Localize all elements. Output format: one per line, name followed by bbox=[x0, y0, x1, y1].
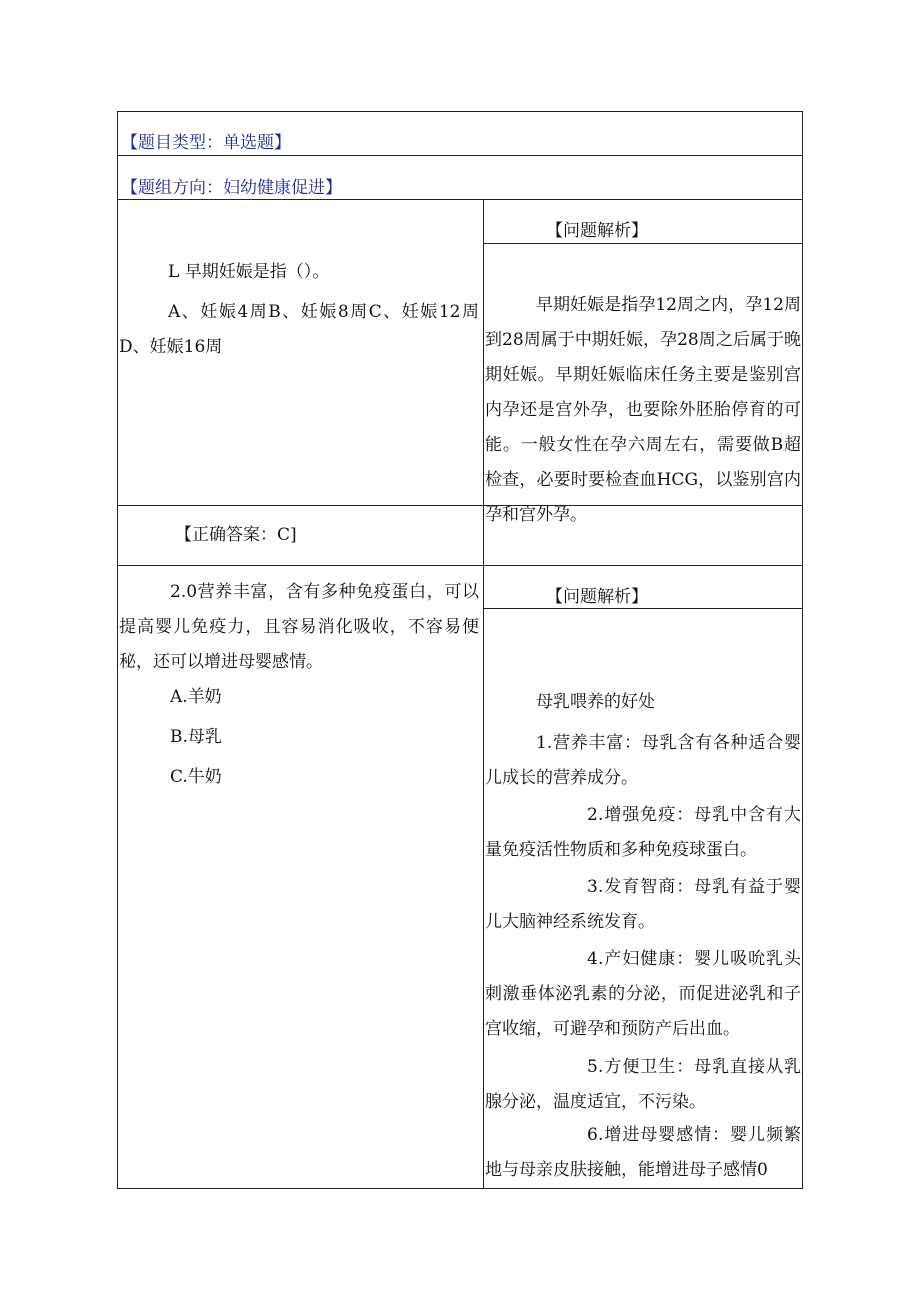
analysis-point bbox=[485, 1118, 801, 1188]
question-2-analysis-heading: 母乳喂养的好处 bbox=[536, 692, 655, 712]
point-text: .增强免疫：母乳中含有大量免疫活性物质和多种免疫球蛋白。 bbox=[485, 805, 801, 860]
question-2-option-c: C.牛奶 bbox=[170, 767, 222, 787]
analysis-point bbox=[485, 870, 801, 940]
question-1-answer: 【正确答案：C] bbox=[175, 525, 297, 545]
point-number: 2 bbox=[587, 805, 598, 825]
question-2-stem: 2.0营养丰富，含有多种免疫蛋白，可以提高婴儿免疫力，且容易消化吸收，不容易便秘，还可以增进母婴感情。 bbox=[119, 582, 479, 672]
analysis-title-divider bbox=[483, 608, 803, 609]
column-divider bbox=[483, 199, 484, 1189]
question-type-label: 【题目类型：单选题】 bbox=[121, 133, 291, 153]
question-direction-label: 【题组方向：妇幼健康促进】 bbox=[121, 178, 342, 198]
question-2-option-b: B.母乳 bbox=[170, 727, 222, 747]
question-1-analysis-title: 【问题解析】 bbox=[546, 221, 648, 241]
point-number: 6 bbox=[587, 1125, 598, 1145]
question-1-analysis: 早期妊娠是指孕12周之内，孕12周到28周属于中期妊娠，孕28周之后属于晚期妊娠。早期妊娠临床任务主要是鉴别宫内孕还是宫外孕，也要除外胚胎停育的可能。一般女性在孕六周左右，需要做B超检查，必要时要检查血HCG，以鉴别宫内孕和宫外孕。 bbox=[485, 295, 801, 525]
point-number: 4 bbox=[587, 949, 598, 969]
row-divider bbox=[117, 199, 803, 200]
analysis-title-divider bbox=[483, 243, 803, 244]
analysis-point bbox=[485, 798, 801, 868]
point-text: .增进母婴感情：婴儿频繁地与母亲皮肤接触，能增进母子感情0 bbox=[485, 1125, 801, 1180]
point-text: .方便卫生：母乳直接从乳腺分泌，温度适宜，不污染。 bbox=[485, 1057, 801, 1112]
point-text: .产妇健康：婴儿吸吮乳头刺激垂体泌乳素的分泌，而促进泌乳和子宫收缩，可避孕和预防产后出血。 bbox=[485, 949, 801, 1039]
point-number: 3 bbox=[587, 877, 598, 897]
point-text: .发育智商：母乳有益于婴儿大脑神经系统发育。 bbox=[485, 877, 801, 932]
row-divider bbox=[117, 155, 803, 156]
question-2-option-a: A.羊奶 bbox=[170, 687, 222, 707]
point-number: 5 bbox=[587, 1057, 598, 1077]
analysis-point bbox=[485, 1050, 801, 1120]
row-divider bbox=[117, 565, 803, 566]
question-2-analysis-title: 【问题解析】 bbox=[546, 587, 648, 607]
question-1-stem: L 早期妊娠是指（）。 bbox=[168, 262, 330, 282]
analysis-point: 1.营养丰富：母乳含有各种适合婴儿成长的营养成分。 bbox=[485, 733, 801, 788]
question-1-options: A、妊娠4周B、妊娠8周C、妊娠12周D、妊娠16周 bbox=[119, 302, 479, 357]
analysis-point bbox=[485, 942, 801, 1047]
